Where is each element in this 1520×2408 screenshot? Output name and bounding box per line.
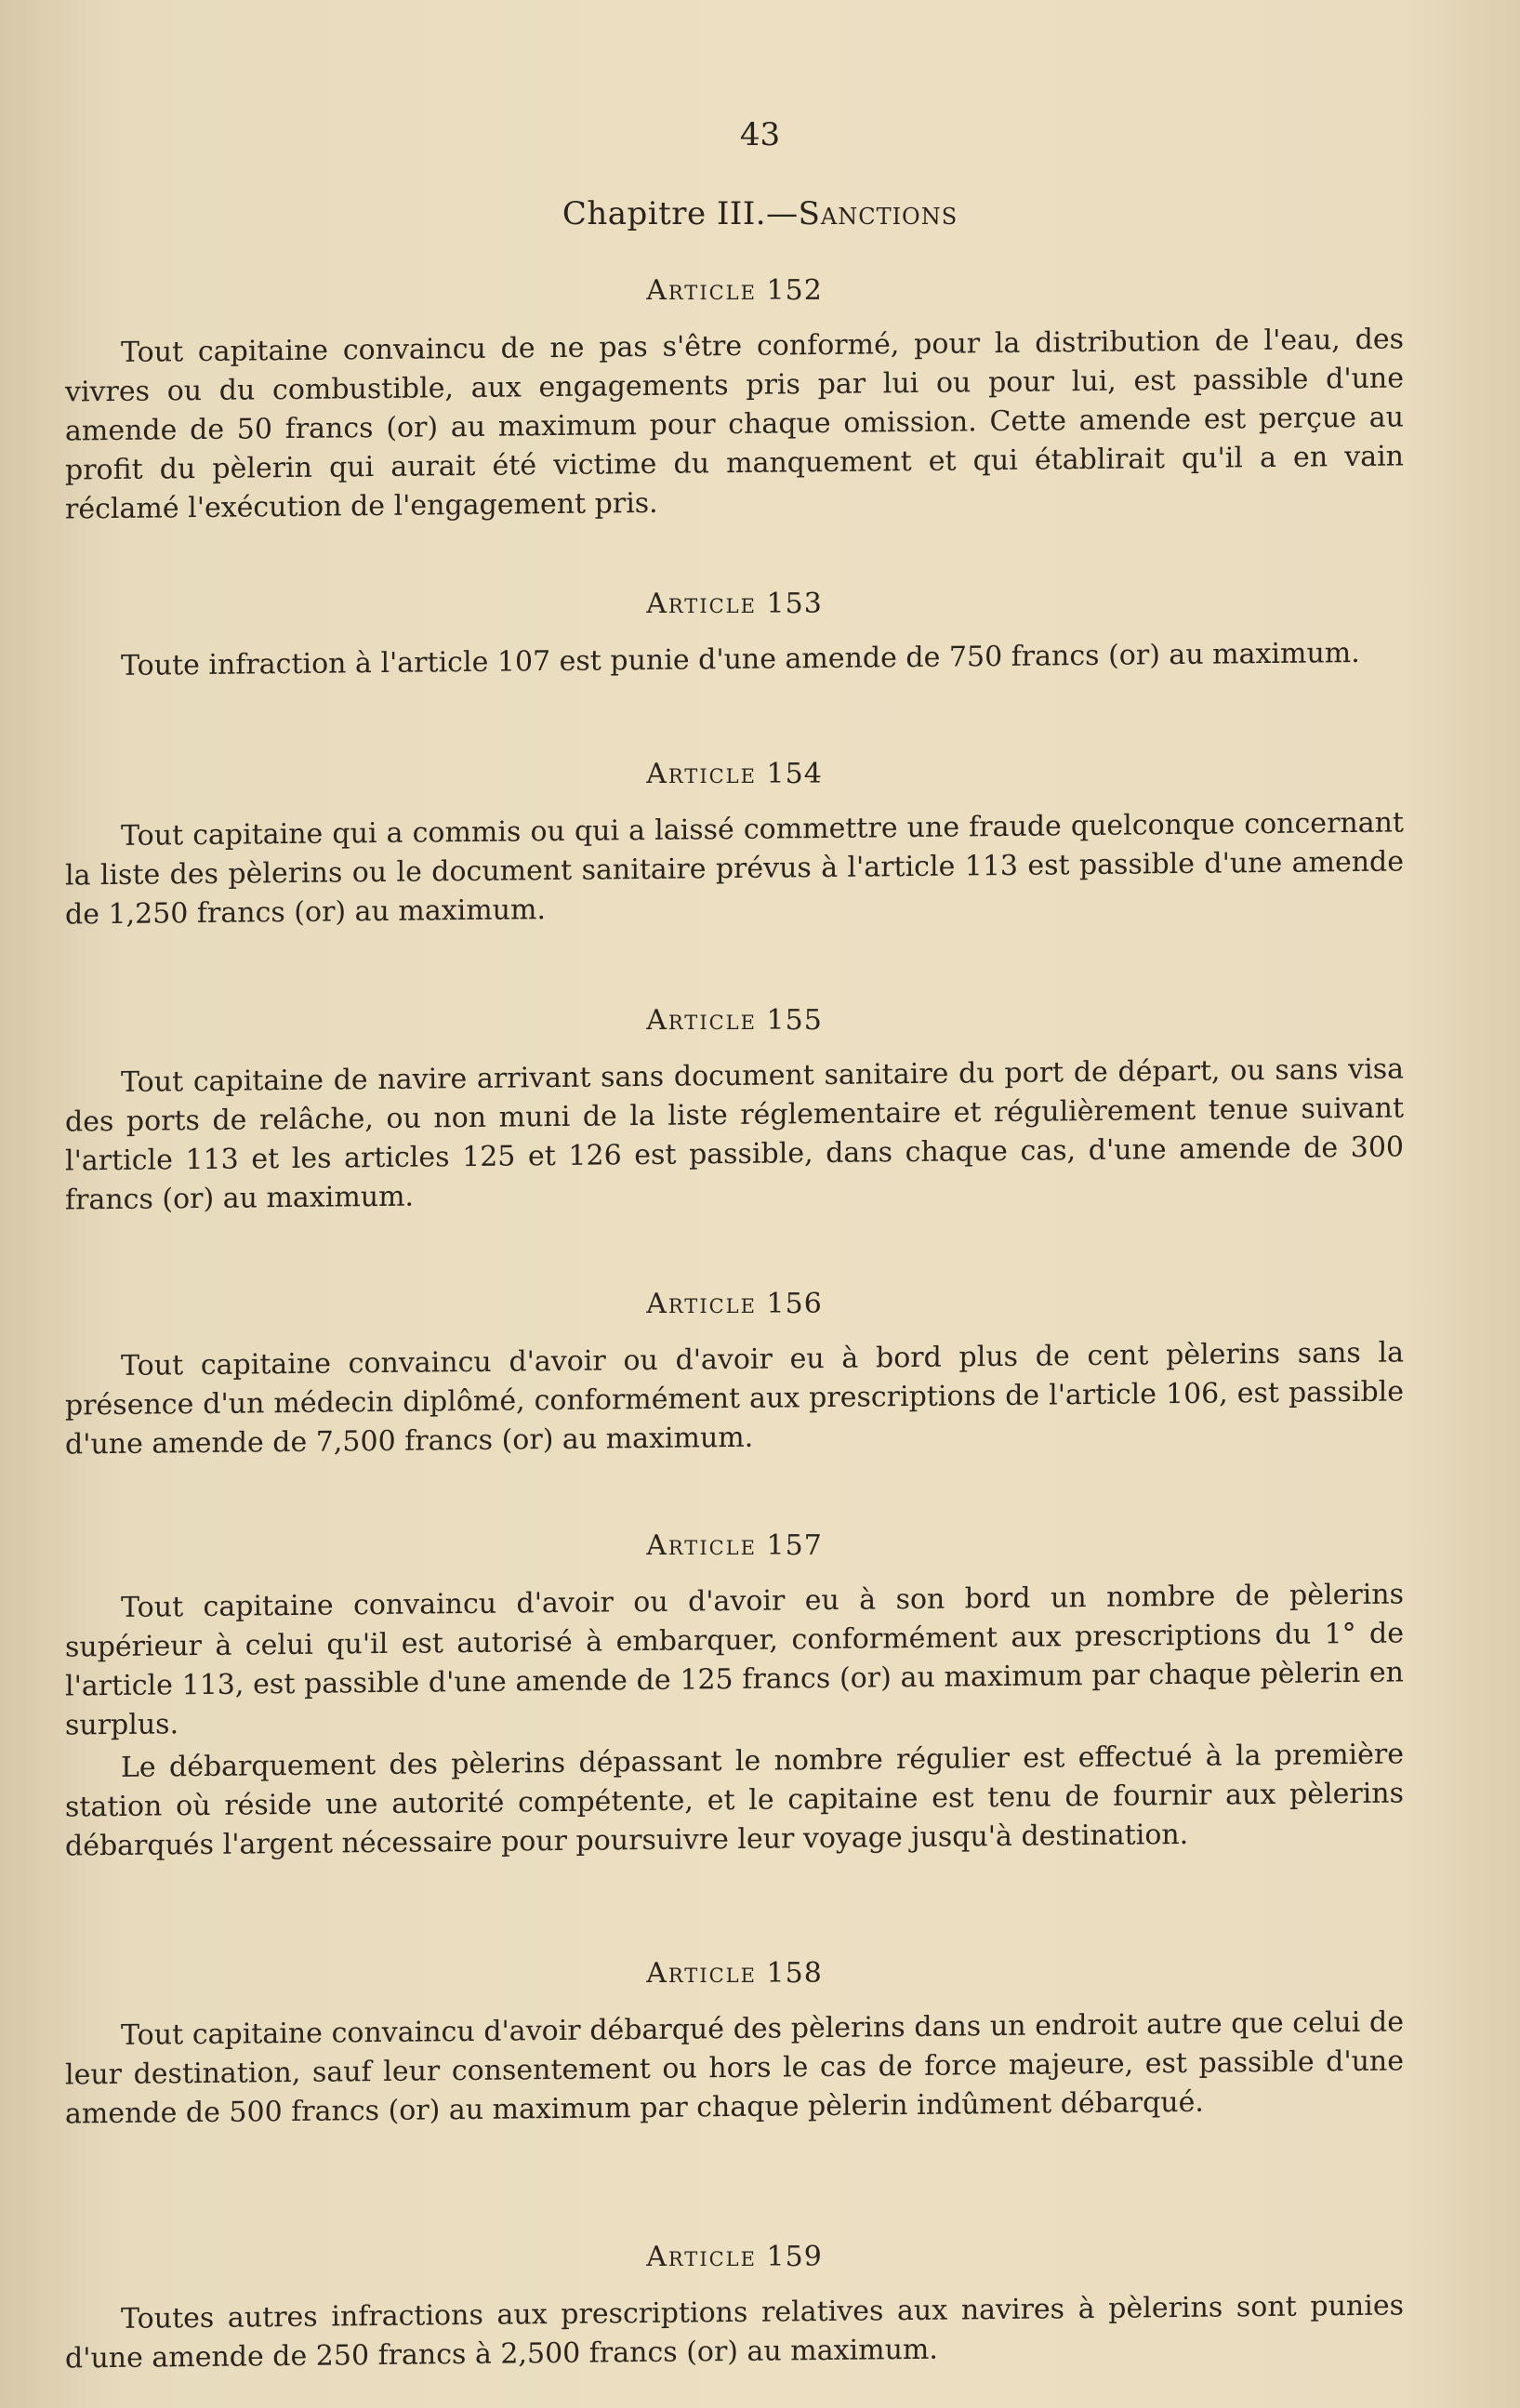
article-paragraph: Tout capitaine convaincu de ne pas s'être conformé, pour la distribution de l'eau, des vivres ou du combustible, aux engagements pris par lui ou pour lui, est passible d'une amende de 50 francs (or) au maximum pour chaque omission. Cette amende est perçue au profit du pèlerin qui aurait été victime du manquement et qui établirait qu'il a en vain réclamé l'exécution de l'engagement pris. xyxy=(65,323,1404,526)
article-154 xyxy=(65,758,1404,932)
article-heading xyxy=(65,1957,1404,1990)
article-number: 157 xyxy=(766,1529,823,1562)
article-number: 152 xyxy=(766,274,823,307)
article-number: 156 xyxy=(766,1288,823,1320)
chapter-name: Sanctions xyxy=(798,195,958,232)
article-label: Article xyxy=(646,1288,757,1320)
article-label: Article xyxy=(646,1004,757,1037)
chapter-prefix: Chapitre III.— xyxy=(562,195,799,232)
article-label: Article xyxy=(646,274,757,307)
article-label: Article xyxy=(646,1957,757,1990)
article-number: 153 xyxy=(766,588,823,620)
article-heading xyxy=(65,274,1404,307)
article-number: 154 xyxy=(766,758,823,790)
article-158 xyxy=(65,1957,1404,2131)
article-paragraph: Tout capitaine de navire arrivant sans document sanitaire du port de départ, ou sans visa des ports de relâche, ou non muni de la liste réglementaire et régulièrement tenue suivant l'article 113 et les articles 125 et 126 est passible, dans chaque cas, d'une amende de 300 francs (or) au maximum. xyxy=(65,1052,1404,1217)
article-number: 159 xyxy=(766,2241,823,2273)
article-156 xyxy=(65,1288,1404,1462)
article-label: Article xyxy=(646,758,757,790)
article-153 xyxy=(65,588,1404,683)
article-label: Article xyxy=(646,588,757,620)
article-heading xyxy=(65,1288,1404,1320)
chapter-title xyxy=(0,195,1520,232)
page-number: 43 xyxy=(739,116,781,153)
article-paragraph: Tout capitaine qui a commis ou qui a laissé commettre une fraude quelconque concernant la liste des pèlerins ou le document sanitaire prévus à l'article 113 est passible d'une amende de 1,250 francs (or) au maximum. xyxy=(65,806,1404,932)
article-paragraph: Le débarquement des pèlerins dépassant le nombre régulier est effectué à la première station où réside une autorité compétente, et le capitaine est tenu de fournir aux pèlerins débarqués l'argent nécessaire pour poursuivre leur voyage jusqu'à destination. xyxy=(65,1738,1404,1863)
article-152 xyxy=(65,274,1404,526)
article-number: 158 xyxy=(766,1957,823,1990)
article-157 xyxy=(65,1529,1404,1863)
article-heading xyxy=(65,2241,1404,2273)
article-heading xyxy=(65,758,1404,790)
article-label: Article xyxy=(646,2241,757,2273)
article-paragraph: Toute infraction à l'article 107 est punie d'une amende de 750 francs (or) au maximum. xyxy=(121,636,1360,682)
article-number: 155 xyxy=(766,1004,823,1037)
article-heading xyxy=(65,1004,1404,1037)
article-paragraph: Tout capitaine convaincu d'avoir ou d'avoir eu à son bord un nombre de pèlerins supérieur à celui qu'il est autorisé à embarquer, conformément aux prescriptions du 1° de l'article 113, est passible d'une amende de 125 francs (or) au maximum par chaque pèlerin en surplus. xyxy=(65,1578,1404,1742)
article-paragraph: Tout capitaine convaincu d'avoir débarqué des pèlerins dans un endroit autre que celui de leur destination, sauf leur consentement ou hors le cas de force majeure, est passible d'une amende de 500 francs (or) au maximum par chaque pèlerin indûment débarqué. xyxy=(65,2005,1404,2131)
article-paragraph: Tout capitaine convaincu d'avoir ou d'avoir eu à bord plus de cent pèlerins sans la présence d'un médecin diplômé, conformément aux prescriptions de l'article 106, est passible d'une amende de 7,500 francs (or) au maximum. xyxy=(65,1336,1404,1462)
article-heading xyxy=(65,1529,1404,1562)
article-159 xyxy=(65,2241,1404,2375)
article-label: Article xyxy=(646,1529,757,1562)
article-155 xyxy=(65,1004,1404,1217)
article-heading xyxy=(65,588,1404,620)
article-paragraph: Toutes autres infractions aux prescriptions relatives aux navires à pèlerins sont punies d'une amende de 250 francs à 2,500 francs (or) au maximum. xyxy=(65,2289,1404,2375)
